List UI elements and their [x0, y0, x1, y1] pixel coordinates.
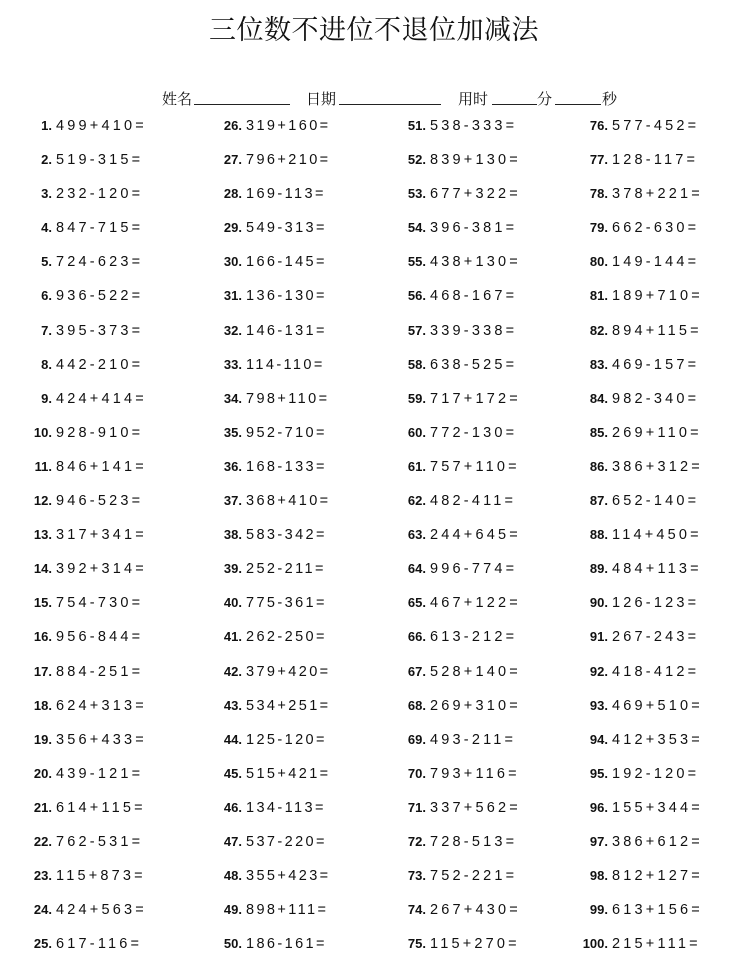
problem-number: 14.: [33, 561, 52, 577]
problem-number: 11.: [34, 458, 52, 474]
problem-equation: 442-210=: [56, 356, 144, 373]
problem-equation: 169-113=: [246, 186, 326, 203]
problem-number: 76.: [589, 118, 608, 133]
problem-number: 29.: [223, 220, 242, 236]
problem-equation: 392+314=: [56, 561, 147, 578]
problem-number: 44.: [223, 731, 242, 747]
minute-label: 分: [537, 90, 553, 108]
problem-number: 62.: [407, 493, 426, 509]
problem-equation: 189+710=: [612, 288, 703, 305]
problem-equation: 534+251=: [246, 697, 331, 714]
problem-number: 19.: [33, 731, 52, 747]
problem-equation: 262-250=: [246, 629, 327, 646]
problem-equation: 149-144=: [612, 254, 700, 271]
problem-number: 79.: [589, 220, 608, 236]
problem-equation: 379+420=: [246, 663, 331, 680]
problem-equation: 114-110=: [246, 356, 325, 373]
problem-equation: 728-513=: [430, 833, 518, 850]
problem-number: 99.: [589, 902, 608, 918]
problem-number: 23.: [33, 868, 52, 884]
problem-number: 39.: [223, 561, 242, 577]
problem-number: 27.: [223, 152, 242, 168]
problem-equation: 168-133=: [246, 458, 327, 475]
problem-equation: 115+270=: [430, 936, 520, 953]
problem-equation: 946-523=: [56, 493, 144, 510]
problem-equation: 839+130=: [430, 152, 521, 169]
problem-number: 74.: [407, 902, 426, 918]
name-label: 姓名: [162, 90, 193, 108]
problem-number: 22.: [33, 833, 52, 849]
problem-equation: 215+111=: [612, 936, 701, 953]
problem-number: 20.: [33, 765, 52, 781]
problem-equation: 269+310=: [430, 697, 521, 714]
problem-number: 1.: [41, 118, 52, 133]
problem-equation: 614+115=: [56, 799, 146, 816]
problem-equation: 412+353=: [612, 731, 703, 748]
problem-equation: 928-910=: [56, 424, 144, 441]
problem-equation: 192-120=: [612, 765, 700, 782]
problem-equation: 115+873=: [56, 868, 146, 885]
problem-equation: 956-844=: [56, 629, 144, 646]
problem-number: 38.: [223, 527, 242, 543]
problem-number: 49.: [223, 902, 242, 918]
problem-number: 100.: [582, 936, 608, 952]
problem-equation: 537-220=: [246, 833, 327, 850]
problem-number: 32.: [223, 322, 242, 338]
problem-equation: 762-531=: [56, 833, 144, 850]
problem-number: 15.: [33, 595, 52, 611]
problem-number: 42.: [223, 663, 242, 679]
problem-number: 73.: [407, 868, 426, 884]
problem-equation: 812+127=: [612, 868, 703, 885]
problem-equation: 269+110=: [612, 424, 702, 441]
problem-number: 93.: [589, 697, 608, 713]
problem-number: 75.: [407, 936, 426, 952]
problem-number: 52.: [407, 152, 426, 168]
problem-equation: 186-161=: [246, 936, 327, 953]
problem-number: 10.: [33, 424, 52, 440]
problem-equation: 624+313=: [56, 697, 147, 714]
problem-number: 41.: [223, 629, 242, 645]
problem-number: 67.: [407, 663, 426, 679]
problem-equation: 798+110=: [246, 390, 330, 407]
problem-equation: 493-211=: [430, 731, 517, 748]
problem-number: 43.: [223, 697, 242, 713]
problem-number: 25.: [33, 936, 52, 952]
problem-equation: 166-145=: [246, 254, 327, 271]
problem-equation: 519-315=: [56, 152, 144, 169]
problem-equation: 613+156=: [612, 902, 703, 919]
problem-number: 28.: [223, 186, 242, 202]
problem-number: 86.: [589, 458, 608, 474]
problem-number: 94.: [589, 731, 608, 747]
problem-number: 92.: [589, 663, 608, 679]
problem-number: 30.: [223, 254, 242, 270]
problem-equation: 368+410=: [246, 493, 331, 510]
problem-number: 58.: [407, 356, 426, 372]
second-label: 秒: [602, 90, 618, 108]
problem-equation: 424+563=: [56, 902, 147, 919]
problem-equation: 677+322=: [430, 186, 521, 203]
problem-number: 70.: [407, 765, 426, 781]
problem-number: 55.: [407, 254, 426, 270]
problem-equation: 652-140=: [612, 493, 700, 510]
problem-equation: 356+433=: [56, 731, 147, 748]
problem-equation: 396-381=: [430, 220, 518, 237]
time-label: 用时: [458, 90, 489, 108]
problem-number: 77.: [589, 152, 608, 168]
problem-equation: 894+115=: [612, 322, 702, 339]
problem-equation: 126-123=: [612, 595, 700, 612]
problem-number: 57.: [407, 322, 426, 338]
problem-number: 81.: [589, 288, 608, 304]
problem-number: 16.: [33, 629, 52, 645]
problem-equation: 538-333=: [430, 118, 518, 134]
problem-equation: 583-342=: [246, 527, 327, 544]
problem-equation: 114+450=: [612, 527, 702, 544]
problem-number: 54.: [407, 220, 426, 236]
problem-number: 84.: [589, 390, 608, 406]
problem-number: 82.: [589, 322, 608, 338]
problem-number: 78.: [589, 186, 608, 202]
problem-number: 72.: [407, 833, 426, 849]
problem-equation: 775-361=: [246, 595, 327, 612]
problem-number: 71.: [407, 799, 426, 815]
problem-equation: 662-630=: [612, 220, 700, 237]
problem-number: 13.: [33, 527, 52, 543]
date-label: 日期: [306, 90, 337, 108]
problem-equation: 484+113=: [612, 561, 702, 578]
problem-equation: 752-221=: [430, 868, 518, 885]
problem-number: 96.: [589, 799, 608, 815]
problem-equation: 146-131=: [246, 322, 327, 339]
problem-equation: 847-715=: [56, 220, 144, 237]
problem-equation: 252-211=: [246, 561, 326, 578]
problem-number: 6.: [41, 288, 52, 304]
problem-number: 47.: [223, 833, 242, 849]
problem-equation: 482-411=: [430, 493, 517, 510]
problem-number: 4.: [41, 220, 52, 236]
problem-equation: 418-412=: [612, 663, 700, 680]
problem-equation: 469+510=: [612, 697, 703, 714]
problem-number: 33.: [223, 356, 242, 372]
problem-number: 97.: [589, 833, 608, 849]
problem-number: 40.: [223, 595, 242, 611]
problem-equation: 378+221=: [612, 186, 703, 203]
problem-equation: 468-167=: [430, 288, 518, 305]
problem-equation: 125-120=: [246, 731, 327, 748]
minute-blank[interactable]: [492, 104, 537, 105]
page-title: 三位数不进位不退位加减法: [209, 15, 539, 46]
problem-equation: 638-525=: [430, 356, 518, 373]
problem-number: 66.: [407, 629, 426, 645]
problem-number: 18.: [33, 697, 52, 713]
problem-equation: 267-243=: [612, 629, 700, 646]
problem-number: 90.: [589, 595, 608, 611]
problem-number: 7.: [41, 322, 52, 338]
problem-number: 35.: [223, 424, 242, 440]
problem-equation: 499+410=: [56, 118, 147, 134]
problem-equation: 155+344=: [612, 799, 703, 816]
problem-equation: 128-117=: [612, 152, 699, 169]
problem-equation: 793+116=: [430, 765, 520, 782]
problem-equation: 424+414=: [56, 390, 147, 407]
problem-number: 56.: [407, 288, 426, 304]
problem-equation: 386+612=: [612, 833, 703, 850]
problem-equation: 386+312=: [612, 458, 703, 475]
problem-number: 85.: [589, 424, 608, 440]
problem-equation: 717+172=: [430, 390, 521, 407]
problem-equation: 577-452=: [612, 118, 700, 134]
problem-equation: 337+562=: [430, 799, 521, 816]
problem-number: 37.: [223, 493, 242, 509]
problem-number: 5.: [41, 254, 52, 270]
problem-equation: 317+341=: [56, 527, 147, 544]
problem-number: 98.: [589, 868, 608, 884]
problem-equation: 757+110=: [430, 458, 520, 475]
problem-number: 26.: [223, 118, 242, 133]
problem-number: 2.: [41, 152, 52, 168]
problem-equation: 438+130=: [430, 254, 521, 271]
problem-number: 64.: [407, 561, 426, 577]
problem-equation: 772-130=: [430, 424, 518, 441]
problem-number: 95.: [589, 765, 608, 781]
problem-equation: 515+421=: [246, 765, 331, 782]
problem-number: 21.: [33, 799, 52, 815]
problem-equation: 319+160=: [246, 118, 331, 134]
problem-equation: 796+210=: [246, 152, 331, 169]
problem-equation: 267+430=: [430, 902, 521, 919]
problem-number: 17.: [33, 663, 52, 679]
problem-equation: 232-120=: [56, 186, 144, 203]
problem-equation: 395-373=: [56, 322, 144, 339]
date-blank[interactable]: [339, 104, 441, 105]
problem-equation: 355+423=: [246, 868, 331, 885]
problem-equation: 469-157=: [612, 356, 700, 373]
problem-number: 88.: [589, 527, 608, 543]
second-blank[interactable]: [555, 104, 601, 105]
problem-number: 24.: [33, 902, 52, 918]
problem-equation: 244+645=: [430, 527, 521, 544]
problem-number: 51.: [407, 118, 426, 133]
problem-equation: 467+122=: [430, 595, 521, 612]
problem-number: 68.: [407, 697, 426, 713]
problem-equation: 724-623=: [56, 254, 144, 271]
problem-number: 91.: [589, 629, 608, 645]
problem-number: 60.: [407, 424, 426, 440]
problem-number: 59.: [407, 390, 426, 406]
problem-number: 12.: [33, 493, 52, 509]
problem-number: 3.: [41, 186, 52, 202]
problem-number: 34.: [223, 390, 242, 406]
problem-equation: 898+111=: [246, 902, 329, 919]
problem-number: 87.: [589, 493, 608, 509]
problem-equation: 613-212=: [430, 629, 518, 646]
problem-equation: 884-251=: [56, 663, 144, 680]
problem-number: 9.: [41, 390, 52, 406]
problem-equation: 136-130=: [246, 288, 327, 305]
problem-number: 31.: [223, 288, 242, 304]
problem-number: 45.: [223, 765, 242, 781]
problem-number: 53.: [407, 186, 426, 202]
problem-equation: 339-338=: [430, 322, 518, 339]
problem-number: 8.: [41, 356, 52, 372]
problem-equation: 549-313=: [246, 220, 327, 237]
problem-equation: 617-116=: [56, 936, 143, 953]
problem-equation: 439-121=: [56, 765, 144, 782]
problem-equation: 134-113=: [246, 799, 326, 816]
problem-equation: 996-774=: [430, 561, 518, 578]
student-info-line: [0, 88, 748, 108]
problem-number: 48.: [223, 868, 242, 884]
problem-equation: 528+140=: [430, 663, 521, 680]
problem-number: 36.: [223, 458, 242, 474]
problem-number: 50.: [223, 936, 242, 952]
problem-number: 83.: [589, 356, 608, 372]
problem-number: 69.: [407, 731, 426, 747]
problem-equation: 936-522=: [56, 288, 144, 305]
problem-number: 46.: [223, 799, 242, 815]
problem-number: 65.: [407, 595, 426, 611]
problem-equation: 952-710=: [246, 424, 327, 441]
problem-number: 63.: [407, 527, 426, 543]
name-blank[interactable]: [194, 104, 290, 105]
problem-equation: 754-730=: [56, 595, 144, 612]
problem-number: 61.: [407, 458, 426, 474]
problem-equation: 846+141=: [56, 458, 147, 475]
problem-equation: 982-340=: [612, 390, 700, 407]
problem-number: 80.: [589, 254, 608, 270]
problem-number: 89.: [589, 561, 608, 577]
